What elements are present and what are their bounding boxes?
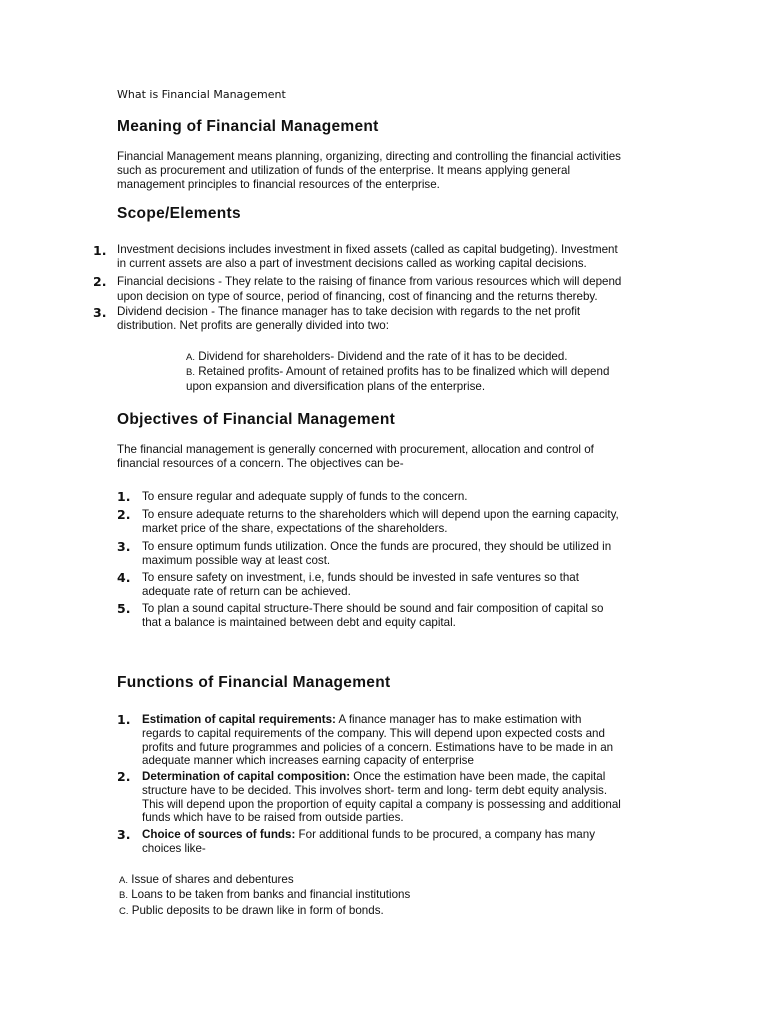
objectives-intro: [117, 443, 657, 471]
list-line: A finance manager has to make estimation with: [335, 713, 582, 726]
list-item: [117, 274, 657, 304]
meaning-paragraph: [117, 150, 657, 191]
list-line: For additional funds to be procured, a company has many: [295, 828, 595, 841]
sub-list-letter: C.: [119, 906, 129, 917]
list-number: 4.: [117, 570, 131, 585]
list-number: 3.: [93, 305, 107, 320]
scope-heading: Scope/Elements: [117, 205, 241, 222]
list-line: Investment decisions includes investment in fixed assets (called as capital budgeting). Investment: [117, 243, 618, 256]
list-line: funds which have to be raised from outside parties.: [142, 811, 404, 825]
sub-list-letter: A.: [119, 875, 128, 886]
paragraph-line: such as procurement and utilization of funds of the enterprise. It means applying general: [117, 163, 571, 177]
sub-list-line: Loans to be taken from banks and financial institutions: [131, 888, 411, 901]
list-item: [142, 540, 682, 568]
sub-list-letter: B.: [119, 890, 128, 901]
list-item: [142, 713, 682, 768]
sub-list-line: Dividend for shareholders- Dividend and the rate of it has to be decided.: [198, 350, 568, 363]
list-number: 2.: [117, 769, 131, 784]
objectives-heading: Objectives of Financial Management: [117, 411, 396, 428]
meaning-heading: Meaning of Financial Management: [117, 118, 379, 135]
function-title: Choice of sources of funds:: [142, 828, 296, 841]
list-line: Once the estimation have been made, the capital: [350, 770, 606, 783]
list-item: [142, 508, 682, 536]
list-line: To ensure optimum funds utilization. Once the funds are procured, they should be utilized in: [142, 540, 612, 553]
list-item: [117, 305, 657, 333]
functions-heading: Functions of Financial Management: [117, 674, 391, 691]
list-number: 1.: [117, 489, 131, 504]
list-item: [142, 490, 682, 504]
function-title: Determination of capital composition:: [142, 770, 351, 783]
sub-list-line: upon expansion and diversification plans of the enterprise.: [186, 379, 486, 393]
paragraph-line: financial resources of a concern. The objectives can be-: [117, 456, 404, 470]
list-line: To ensure adequate returns to the shareholders which will depend upon the earning capacity,: [142, 508, 619, 521]
paragraph-line: management principles to financial resources of the enterprise.: [117, 177, 440, 191]
sub-list-item: [186, 365, 656, 394]
list-number: 2.: [117, 507, 131, 522]
sub-list-line: Issue of shares and debentures: [131, 873, 294, 886]
list-line: upon decision on type of source, period of financing, cost of financing and the returns thereby.: [117, 290, 598, 303]
list-line: that a balance is maintained between debt and equity capital.: [142, 615, 456, 629]
list-number: 2.: [93, 274, 107, 289]
list-item: [142, 828, 682, 856]
list-line: To ensure regular and adequate supply of funds to the concern.: [142, 490, 468, 503]
list-line: profits and future programmes and policies of a concern. Estimations have to be made in an: [142, 740, 614, 754]
sub-list-item: [186, 350, 726, 365]
sub-list-item: [119, 904, 659, 919]
list-item: [142, 602, 682, 630]
list-number: 1.: [93, 243, 107, 258]
document-title: What is Financial Management: [117, 88, 286, 101]
list-line: maximum possible way at least cost.: [142, 553, 331, 567]
list-item: [117, 243, 657, 271]
list-line: distribution. Net profits are generally divided into two:: [117, 318, 389, 332]
paragraph-line: Financial Management means planning, organizing, directing and controlling the financial activities: [117, 150, 621, 163]
list-line: Financial decisions - They relate to the raising of finance from various resources which will depend: [117, 275, 622, 288]
list-line: structure have to be decided. This involves short- term and long- term debt equity analysis.: [142, 783, 608, 797]
list-line: This will depend upon the proportion of equity capital a company is possessing and additional: [142, 797, 621, 811]
list-line: adequate manner which increases earning capacity of enterprise: [142, 754, 474, 768]
paragraph-line: The financial management is generally concerned with procurement, allocation and control of: [117, 443, 594, 456]
list-line: in current assets are also a part of investment decisions called as working capital decisions.: [117, 256, 587, 270]
sub-list-line: Public deposits to be drawn like in form of bonds.: [131, 904, 384, 917]
list-item: [142, 770, 682, 825]
sub-list-letter: A.: [186, 352, 195, 363]
sub-list-item: [119, 873, 659, 888]
list-number: 3.: [117, 539, 131, 554]
sub-list-line: Retained profits- Amount of retained profits has to be finalized which will depend: [198, 365, 610, 378]
list-number: 5.: [117, 601, 131, 616]
list-line: To plan a sound capital structure-There should be sound and fair composition of capital so: [142, 602, 604, 615]
list-line: regards to capital requirements of the company. This will depend upon expected costs and: [142, 726, 605, 740]
list-line: market price of the share, expectations of the shareholders.: [142, 521, 448, 535]
sub-list-letter: B.: [186, 367, 195, 378]
function-title: Estimation of capital requirements:: [142, 713, 336, 726]
list-line: To ensure safety on investment, i.e, funds should be invested in safe ventures so that: [142, 571, 579, 584]
list-number: 1.: [117, 712, 131, 727]
list-line: adequate rate of return can be achieved.: [142, 584, 351, 598]
list-number: 3.: [117, 827, 131, 842]
list-line: choices like-: [142, 841, 206, 855]
sub-list-item: [119, 888, 659, 903]
list-line: Dividend decision - The finance manager has to take decision with regards to the net profit: [117, 305, 581, 318]
list-item: [142, 571, 682, 599]
